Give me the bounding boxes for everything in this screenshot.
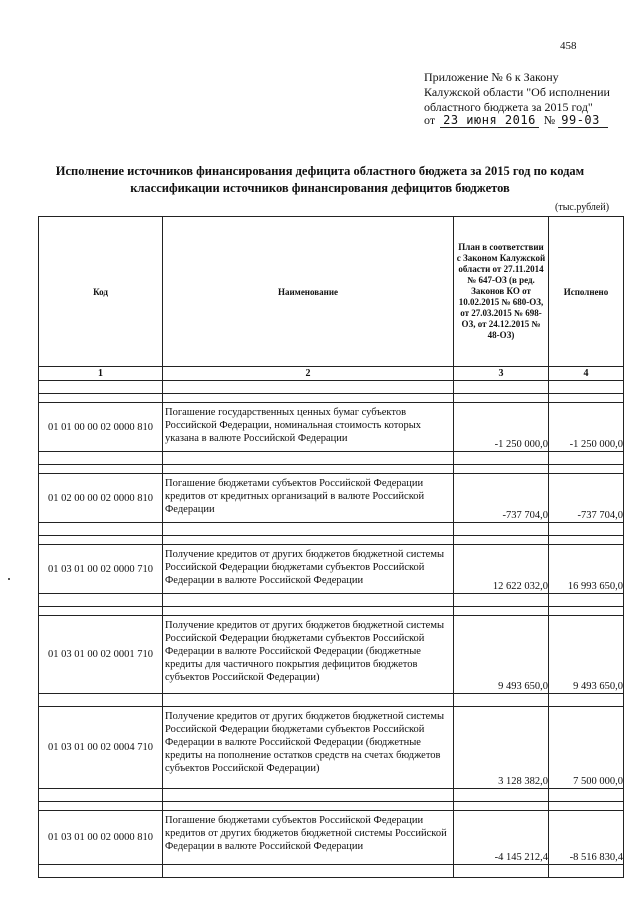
table-row	[39, 545, 624, 594]
document-title: Исполнение источников финансирования дефицита областного бюджета за 2015 год по кодам классификации источников финансирования дефицитов бюджетов	[55, 164, 585, 195]
units-label: (тыс.рублей)	[555, 202, 610, 213]
spacer-row	[39, 694, 624, 707]
row-name: Погашение бюджетами субъектов Российской Федерации кредитов от кредитных организаций в валюте Российской Федерации	[163, 474, 454, 523]
column-number-1: 1	[39, 367, 163, 381]
row-code: 01 03 01 00 02 0004 710	[39, 707, 163, 789]
row-name: Получение кредитов от других бюджетов бюджетной системы Российской Федерации бюджетами субъектов Российской Федерации в валюте Российской Федерации (бюджетные кредиты для частичного покрытия дефицитов бюджетов субъектов Российской Федерации)	[163, 616, 454, 694]
spacer-row	[39, 394, 624, 403]
column-number-4: 4	[549, 367, 624, 381]
table-row	[39, 474, 624, 523]
row-executed: -1 250 000,0	[549, 403, 624, 452]
spacer-row	[39, 594, 624, 607]
row-code: 01 01 00 00 02 0000 810	[39, 403, 163, 452]
sources-table	[38, 216, 624, 878]
table-row	[39, 811, 624, 865]
header-executed: Исполнено	[549, 217, 624, 367]
spacer-row	[39, 865, 624, 878]
spacer-row	[39, 607, 624, 616]
appendix-line-2: Калужской области "Об исполнении	[424, 85, 610, 99]
handwritten-number: 99-03	[558, 113, 608, 128]
number-prefix: №	[543, 113, 556, 127]
spacer-row	[39, 465, 624, 474]
row-executed: 9 493 650,0	[549, 616, 624, 694]
handwritten-date: 23 июня 2016	[440, 113, 539, 128]
appendix-dateline	[424, 113, 608, 128]
row-plan: 12 622 032,0	[454, 545, 549, 594]
spacer-row	[39, 789, 624, 802]
appendix-line-3: областного бюджета за 2015 год"	[424, 100, 593, 114]
header-name: Наименование	[163, 217, 454, 367]
column-number-row	[39, 367, 624, 381]
spacer-row	[39, 452, 624, 465]
table-row	[39, 707, 624, 789]
row-plan: -737 704,0	[454, 474, 549, 523]
row-code: 01 03 01 00 02 0000 810	[39, 811, 163, 865]
spacer-row	[39, 381, 624, 394]
scan-speck	[8, 578, 10, 580]
row-code: 01 03 01 00 02 0000 710	[39, 545, 163, 594]
appendix-block	[424, 70, 634, 115]
row-executed: 16 993 650,0	[549, 545, 624, 594]
date-prefix: от	[424, 113, 436, 127]
row-name: Погашение государственных ценных бумаг субъектов Российской Федерации, номинальная стоимость которых указана в валюте Российской Федерации	[163, 403, 454, 452]
row-code: 01 03 01 00 02 0001 710	[39, 616, 163, 694]
table-row	[39, 616, 624, 694]
row-plan: 3 128 382,0	[454, 707, 549, 789]
row-code: 01 02 00 00 02 0000 810	[39, 474, 163, 523]
appendix-line-1: Приложение № 6 к Закону	[424, 70, 559, 84]
page-number: 458	[560, 40, 577, 52]
row-name: Погашение бюджетами субъектов Российской Федерации кредитов от других бюджетов бюджетной системы Российской Федерации в валюте Российской Федерации	[163, 811, 454, 865]
spacer-row	[39, 536, 624, 545]
row-executed: -737 704,0	[549, 474, 624, 523]
header-code: Код	[39, 217, 163, 367]
row-plan: -1 250 000,0	[454, 403, 549, 452]
spacer-row	[39, 802, 624, 811]
column-number-3: 3	[454, 367, 549, 381]
column-number-2: 2	[163, 367, 454, 381]
row-plan: 9 493 650,0	[454, 616, 549, 694]
row-name: Получение кредитов от других бюджетов бюджетной системы Российской Федерации бюджетами субъектов Российской Федерации в валюте Российской Федерации (бюджетные кредиты на пополнение остатков средств на счетах бюджетов субъектов Российской Федерации)	[163, 707, 454, 789]
row-name: Получение кредитов от других бюджетов бюджетной системы Российской Федерации бюджетами субъектов Российской Федерации в валюте Российской Федерации	[163, 545, 454, 594]
header-row	[39, 217, 624, 367]
row-executed: 7 500 000,0	[549, 707, 624, 789]
row-executed: -8 516 830,4	[549, 811, 624, 865]
header-plan: План в соответствии с Законом Калужской области от 27.11.2014 № 647-ОЗ (в ред. Законов КО от 10.02.2015 № 680-ОЗ, от 27.03.2015 № 698-ОЗ, от 24.12.2015 № 48-ОЗ)	[454, 217, 549, 367]
row-plan: -4 145 212,4	[454, 811, 549, 865]
spacer-row	[39, 523, 624, 536]
table-row	[39, 403, 624, 452]
